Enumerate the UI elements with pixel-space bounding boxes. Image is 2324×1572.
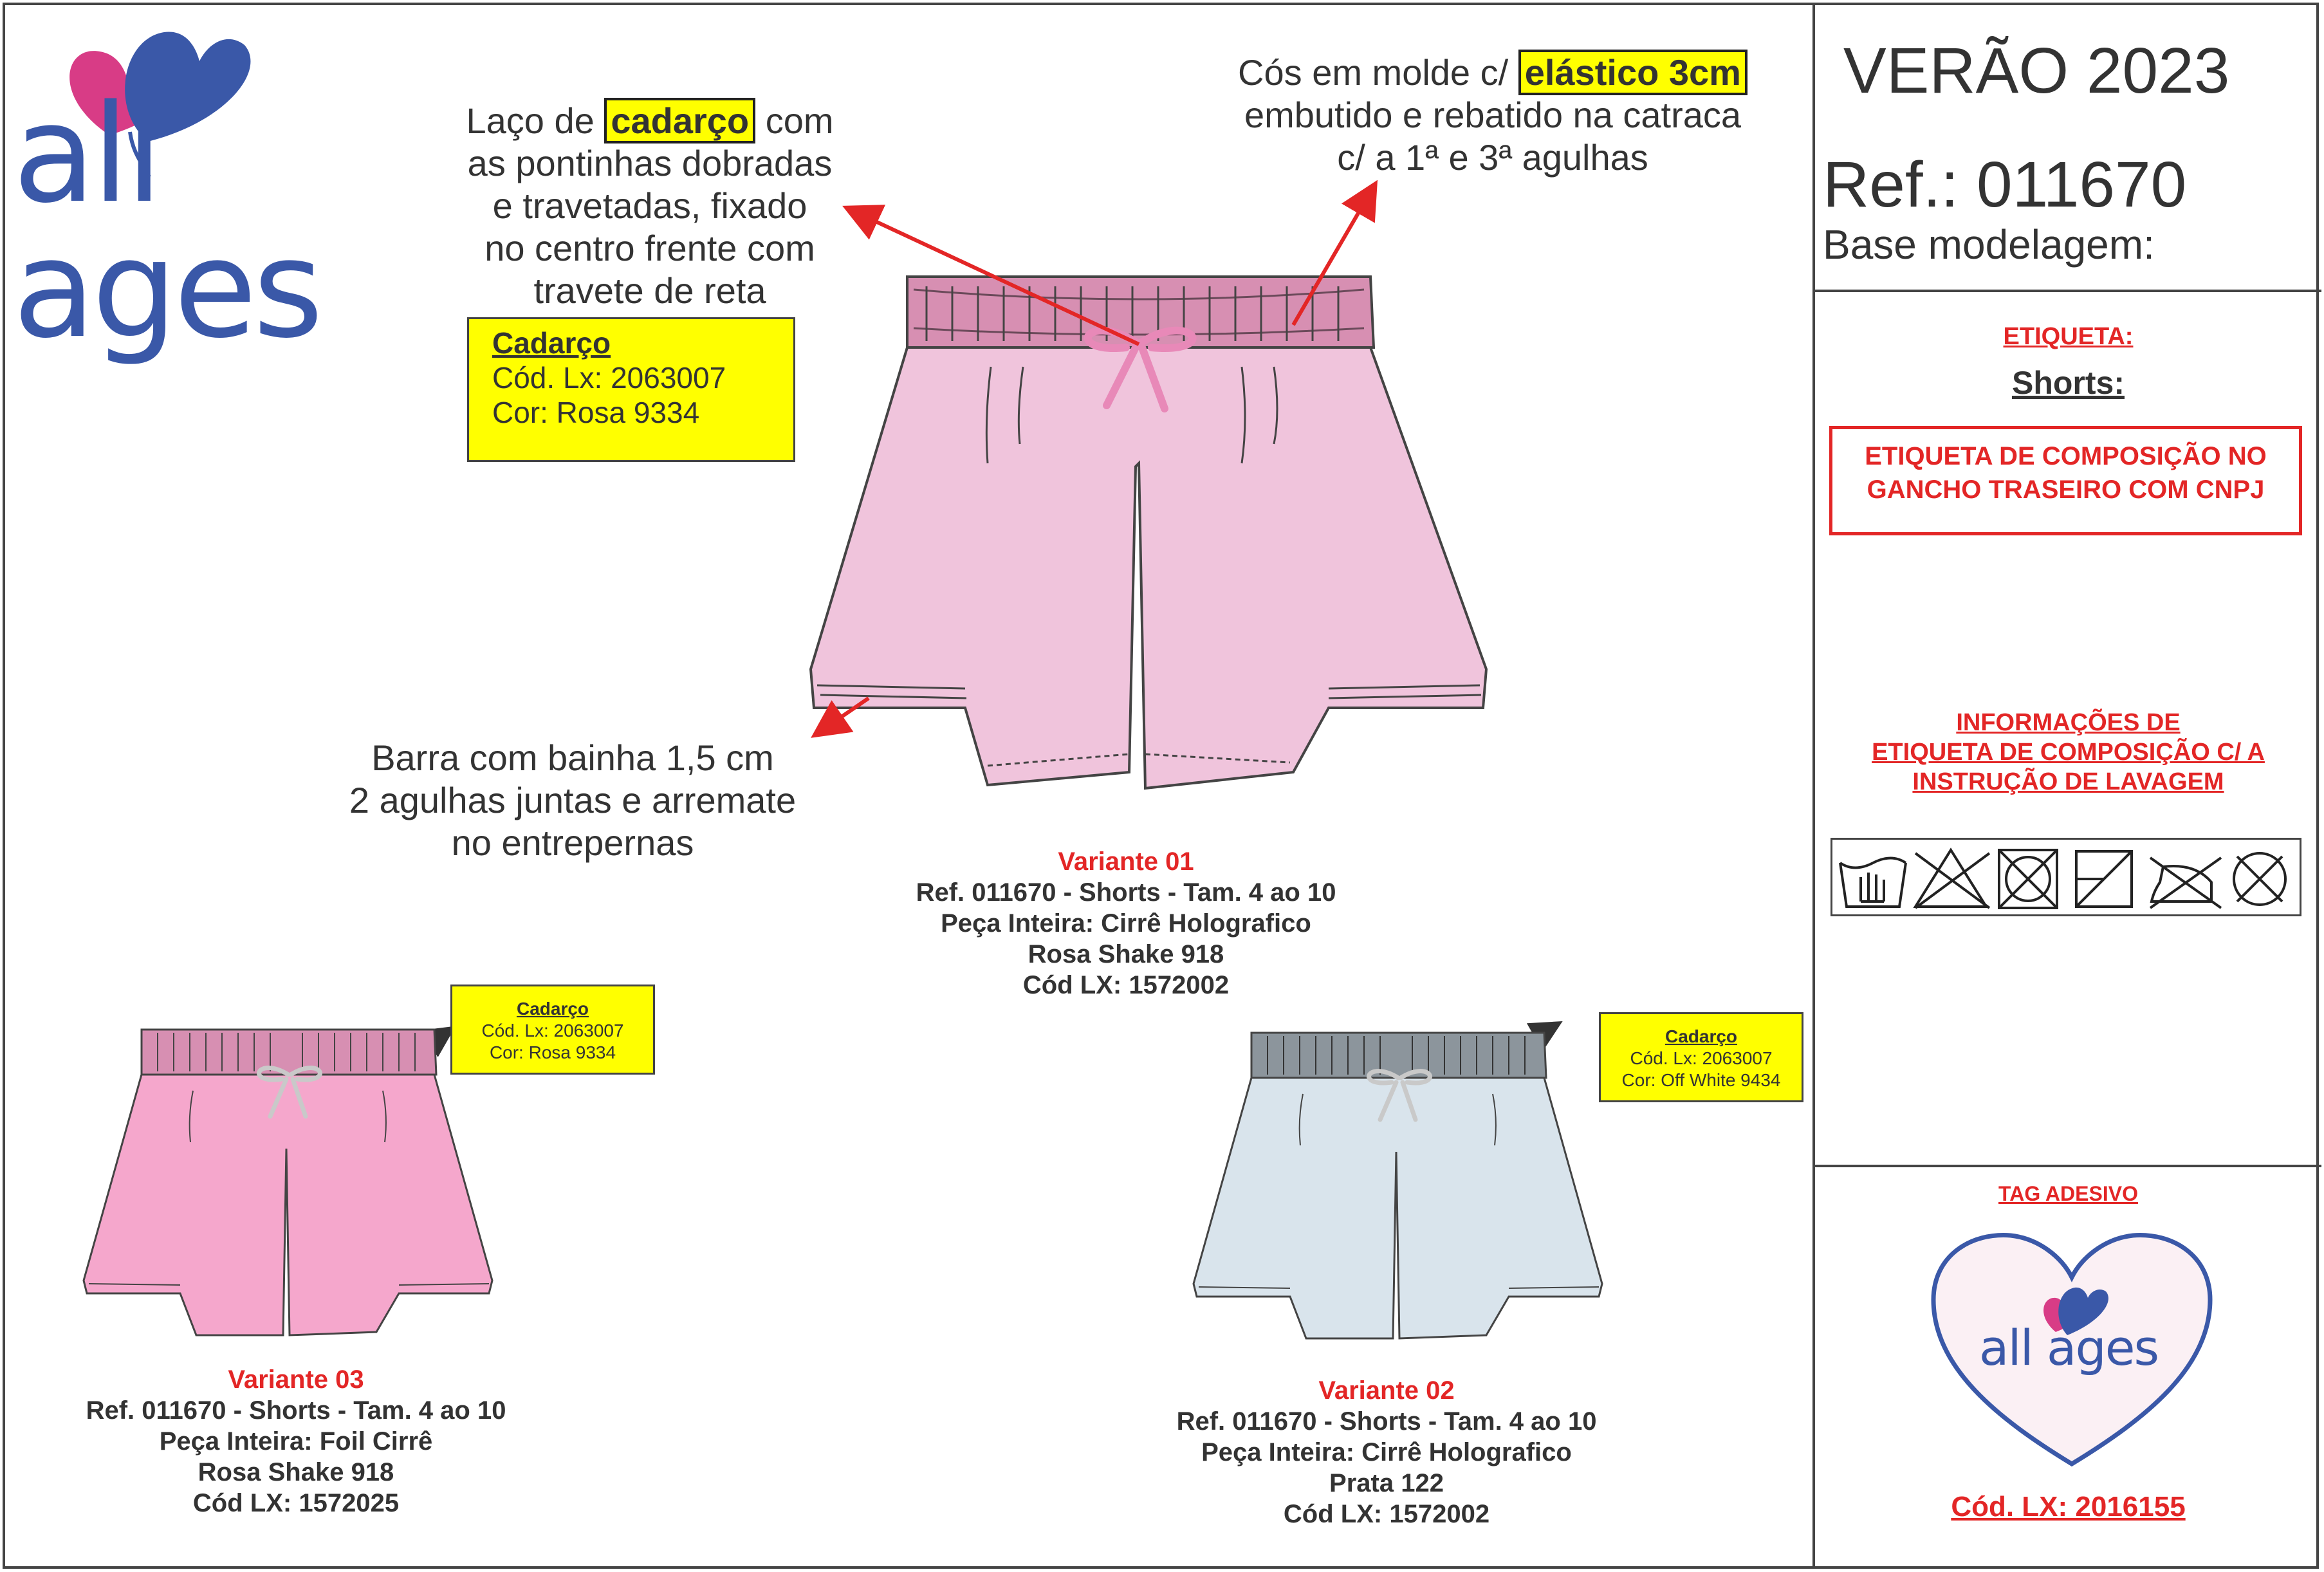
reference-number: Ref.: 011670 [1823,149,2187,221]
composicao-label-box [1829,426,2302,535]
variant-01-color: Rosa Shake 918 [1028,940,1224,968]
variant-03-color: Rosa Shake 918 [198,1458,394,1486]
annotation-laco-line: e travetadas, fixado [492,185,807,226]
cadarco-v2-box [1599,1012,1803,1102]
line-dry-shade-icon [2076,851,2132,907]
variant-01-ref: Ref. 011670 - Shorts - Tam. 4 ao 10 [916,878,1336,907]
cadarco-v3-code: Cód. Lx: 2063007 [481,1021,624,1040]
base-modelagem-label: Base modelagem: [1823,221,2155,268]
no-dry-clean-icon [2234,853,2285,905]
annotation-laco-pre: Laço de [466,100,595,141]
no-tumble-dry-icon [1999,850,2057,908]
shorts-label: Shorts: [2012,365,2125,401]
variant-02-caption [1123,1375,1650,1530]
instrucao-line: INFORMAÇÕES DE [1956,709,2181,736]
cadarco-v2-title: Cadarço [1665,1026,1738,1046]
tag-heart [1921,1226,2223,1470]
annotation-laco-line: no centro frente com [484,228,815,268]
season-title: VERÃO 2023 [1843,35,2230,107]
variant-01-caption [836,846,1416,1001]
instrucao-line: ETIQUETA DE COMPOSIÇÃO C/ A [1872,739,2265,766]
variant-02-title: Variante 02 [1318,1376,1455,1405]
annotation-laco-post: com [765,100,834,141]
cadarco-v2-code: Cód. Lx: 2063007 [1630,1048,1773,1068]
annotation-laco-highlight: cadarço [604,98,755,143]
annotation-cos-line: c/ a 1ª e 3ª agulhas [1337,137,1648,178]
variant-02-ref: Ref. 011670 - Shorts - Tam. 4 ao 10 [1176,1407,1597,1436]
composicao-line: GANCHO TRASEIRO COM CNPJ [1867,476,2265,504]
shorts-drawing-v2 [1187,1023,1612,1345]
etiqueta-title: ETIQUETA: [2003,323,2134,350]
cadarco-v2-color: Cor: Off White 9434 [1621,1070,1781,1090]
annotation-cos-highlight: elástico 3cm [1518,50,1748,95]
cadarco-v3-title: Cadarço [516,999,589,1019]
annotation-barra-line: 2 agulhas juntas e arremate [349,780,797,820]
no-bleach-icon [1915,850,1989,908]
annotation-barra-line: no entrepernas [451,822,694,863]
variant-03-material: Peça Inteira: Foil Cirrê [159,1427,433,1456]
variant-02-code: Cód LX: 1572002 [1283,1500,1490,1528]
hand-wash-icon [1840,858,1906,907]
cadarco-v3-box [450,985,655,1075]
cadarco-v3-color: Cor: Rosa 9334 [489,1042,616,1062]
tag-code: Cód. LX: 2016155 [1951,1491,2186,1522]
annotation-barra-line: Barra com bainha 1,5 cm [371,737,774,778]
tag-adesivo-title: TAG ADESIVO [1998,1182,2138,1205]
cadarco-color: Cor: Rosa 9334 [492,396,700,429]
variant-03-caption [39,1364,553,1519]
shorts-drawing-v3 [77,1020,502,1342]
tag-logo-text: all ages [1978,1319,2159,1376]
variant-01-material: Peça Inteira: Cirrê Holografico [941,909,1311,938]
care-symbols-row [1835,844,2298,912]
cadarco-code: Cód. Lx: 2063007 [492,361,726,394]
variant-01-title: Variante 01 [1058,847,1194,876]
variant-03-ref: Ref. 011670 - Shorts - Tam. 4 ao 10 [86,1396,506,1425]
variant-01-code: Cód LX: 1572002 [1022,971,1230,999]
variant-03-title: Variante 03 [228,1365,364,1394]
composicao-line: ETIQUETA DE COMPOSIÇÃO NO [1865,442,2267,470]
annotation-cos-line: embutido e rebatido na catraca [1244,95,1742,135]
variant-02-material: Peça Inteira: Cirrê Holografico [1201,1438,1572,1466]
brand-logo-text: all ages [13,75,320,368]
care-symbols-box [1831,838,2301,916]
instrucao-line: INSTRUÇÃO DE LAVAGEM [1912,768,2224,795]
annotation-cos-pre: Cós em molde c/ [1238,52,1509,93]
no-iron-icon [2150,858,2221,908]
annotation-laco-line: travete de reta [533,270,766,311]
variant-02-color: Prata 122 [1329,1469,1444,1497]
instrucao-info [1815,708,2321,797]
variant-03-code: Cód LX: 1572025 [192,1489,400,1517]
cadarco-title: Cadarço [492,326,611,360]
annotation-laco-line: as pontinhas dobradas [467,143,833,183]
